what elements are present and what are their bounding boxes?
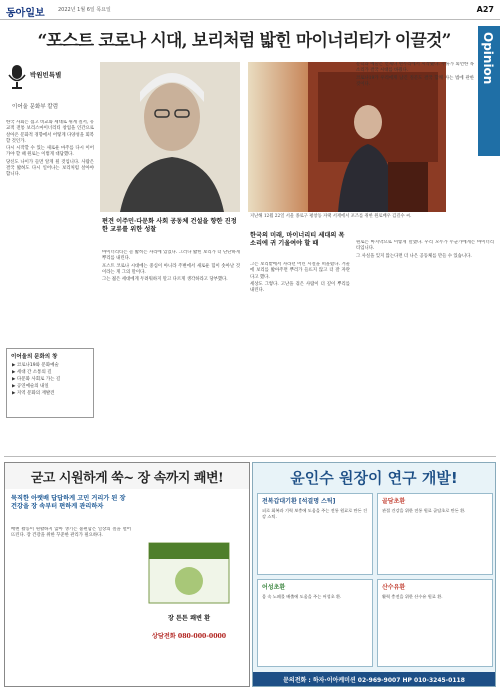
related-link[interactable]: ▶ 공연예술의 내일 (12, 384, 49, 389)
related-link[interactable]: ▶ 세대 간 소통의 길 (12, 370, 52, 375)
product-card[interactable] (257, 493, 373, 575)
contact-bar[interactable]: 문의전화 : 하자·이아케미션 02-969-9007 HP 010-3245-0118 (253, 672, 495, 686)
column-title: 박원빈특별 (30, 71, 62, 79)
related-link[interactable]: ▶ 코로나19와 문화예술 (12, 363, 59, 368)
pull-quote: 편견 이주민·다문화 사회 공동체 건설을 향한 진정한 교류를 위한 성찰 (102, 218, 237, 233)
microphone-icon (6, 64, 28, 90)
left-advertisement (4, 462, 250, 687)
section-tab-label: Opinion (481, 32, 495, 85)
product-card[interactable] (377, 579, 493, 667)
ad-phone[interactable]: 상담전화 080-000-0000 (151, 633, 227, 640)
paragraph: 한국 사회는 접고 비교와 세대로 위계 질서, 유교적 전통 보리스마이너리티 창업을 인간으로 살아온 문화적 경향에서 어떻게 다양성을 회복할 것인가. (6, 120, 94, 144)
article-headline: “포스트 코로나 시대, 보리처럼 밟힌 마이너리티가 이끌것” (37, 31, 451, 51)
ad-headline: 굳고 시원하게 쑥~ 장 속까지 쾌변! (5, 463, 249, 489)
article-column-2 (102, 250, 240, 450)
ad-headline: 윤인수 원장이 연구 개발! (290, 469, 458, 487)
paragraph: 문학과 예술은 언제나 변두리에서 시작됐다. 주류가 외면한 목소리가 결국 시대를 바꿨다. (356, 62, 474, 74)
paragraph: 코로나19가 우리에게 남긴 질문도 결국 함께 사는 법에 관한 것이다. (356, 75, 474, 87)
right-advertisement (252, 462, 496, 687)
product-title: 산수유환 (382, 584, 406, 591)
product-title: 골담초환 (382, 498, 406, 505)
author-name: 이어울 문화부 칼럼 (12, 104, 59, 110)
paragraph: 그는 보리밭에서 자라던 어린 시절을 떠올렸다. 겨울에 보리를 밟아주면 뿌리가 들뜨지 않고 더 잘 자란다고 했다. (250, 262, 350, 280)
ad-subheadline: 묵직한 아랫배 답답하게 고민 거리가 된 장 건강을 장 속부터 편하게 관리하자 (11, 495, 126, 510)
pull-quote: 한국의 미래, 마이너리티 세대의 목소리에 귀 기울여야 할 때 (250, 232, 345, 247)
product-card[interactable] (257, 579, 373, 667)
masthead: 동아일보 (6, 8, 45, 19)
product-description: 몸 속 노폐물 배출에 도움을 주는 어성초 환. (262, 594, 342, 599)
product-description: 관절 건강을 위한 전통 원료 골담초로 만든 환. (382, 508, 466, 513)
product-name: 장 튼튼 쾌변 환 (167, 615, 211, 622)
article-column-1 (6, 120, 94, 248)
product-description: 활력 충전을 위한 산수유 원료 환. (382, 594, 443, 599)
article-column-4 (356, 62, 474, 262)
paragraph: 원로는 마지막으로 이렇게 말했다. 우리 모두가 누군가에게는 마이너리티입니다. (356, 240, 494, 252)
paragraph: 포스트 코로나 시대에는 중심이 아니라 주변에서 새로운 힘이 솟아날 것이라는 게 그의 말이다. (102, 263, 240, 275)
paragraph: 당신도 나이가 들면 알게 될 것입니다. 사람은 결국 밟혀도 다시 일어나는 보리처럼 살아야 합니다. (6, 159, 94, 178)
paragraph: 세상도 그렇다. 고난을 겪은 사람이 더 깊이 뿌리를 내린다. (250, 281, 350, 294)
page-number: A27 (476, 5, 494, 14)
product-title: 전복갑대기환 [석결명 스틱] (262, 498, 336, 505)
paragraph: 마이너리티는 늘 밟히는 자리에 있었다. 그러나 밟힌 보리가 더 단단하게 뿌리를 내린다. (102, 250, 240, 262)
related-links-box (6, 348, 94, 418)
page-header (0, 0, 500, 20)
photo-caption: 지난해 12월 22일 서울 종로구 평창동 자택 서재에서 포즈를 취한 원로배우 김길수 씨. (250, 214, 412, 219)
author-portrait (100, 62, 240, 212)
issue-date: 2022년 1월 6일 목요일 (58, 7, 111, 13)
related-link[interactable]: ▶ 다문화 사회로 가는 길 (12, 377, 61, 382)
article-column-5 (356, 240, 494, 450)
paragraph: 다시 시작할 수 있는 새로운 마주를 다시 이어가야 할 때 원로는 이렇게 대답했다. (6, 146, 94, 158)
product-box-image (139, 533, 239, 613)
related-link[interactable]: ▶ 지역 문화의 재발견 (12, 391, 55, 396)
product-card[interactable] (377, 493, 493, 575)
related-links-title: 이어울의 문화의 창 (11, 354, 58, 360)
section-divider (4, 456, 496, 457)
ad-body: 배변 활동이 원활하지 않아 생기는 불편함은 일상의 질을 떨어뜨린다. 장 건강을 위한 꾸준한 관리가 필요하다. (11, 527, 131, 539)
article-column-3 (250, 262, 350, 450)
paragraph: 그 사실을 잊지 않는다면 더 나은 공동체를 만들 수 있습니다. (356, 253, 472, 259)
section-tab (478, 26, 500, 156)
product-title: 어성초환 (262, 584, 286, 591)
product-description: 피로 회복과 기력 보충에 도움을 주는 전통 원료로 만든 건강 스틱. (262, 508, 368, 519)
paragraph: 그는 젊은 세대에게 두려워하지 말고 다르게 생각하라고 당부했다. (102, 277, 228, 283)
